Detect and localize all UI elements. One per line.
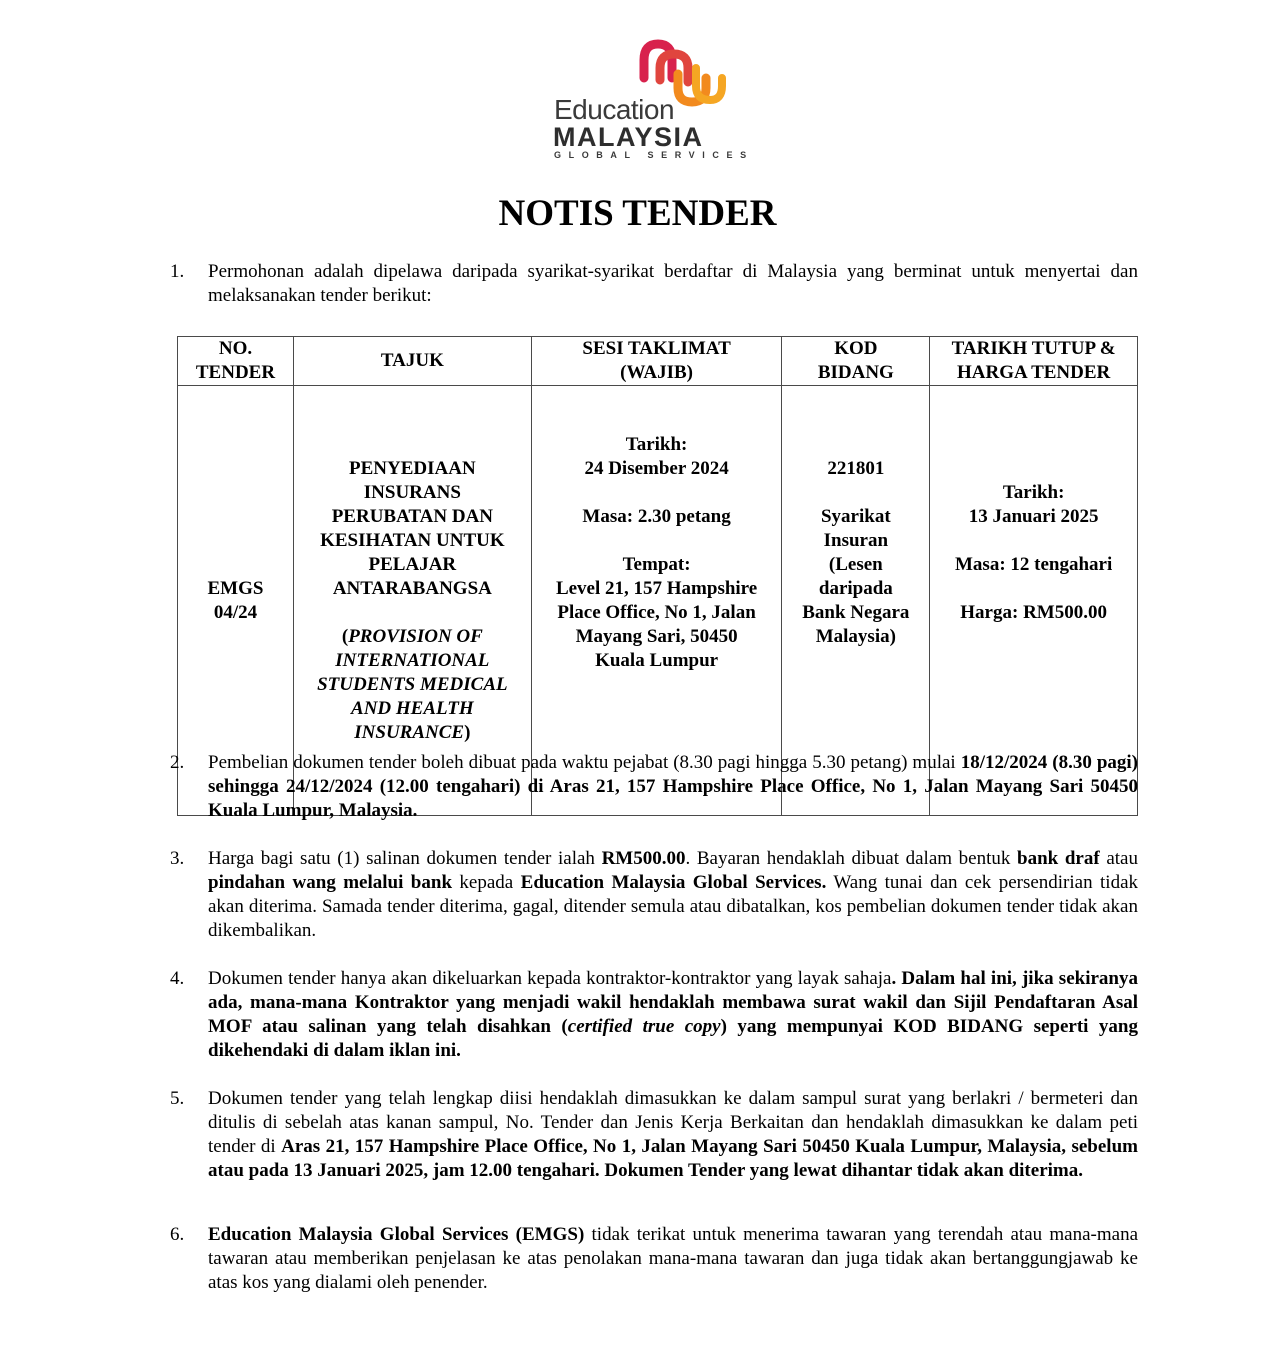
paragraph-number: 1. <box>170 261 185 282</box>
cell-no-tender: EMGS 04/24 <box>178 386 294 816</box>
paragraph-number: 6. <box>170 1224 185 1245</box>
paragraph-2: 2. Pembelian dokumen tender boleh dibuat pada waktu pejabat (8.30 pagi hingga 5.30 petang) mulai 18/12/2024 (8.30 pagi) sehingga 24/12/2024 (12.00 tengahari) di Aras 21, 157 Hampshire Place Office, No 1, Jalan Mayang Sari 50450 Kuala Lumpur, Malaysia. <box>170 752 1138 821</box>
paragraph-3: 3. Harga bagi satu (1) salinan dokumen tender ialah RM500.00. Bayaran hendaklah dibuat dalam bentuk bank draf atau pindahan wang melalui bank kepada Education Malaysia Global Services. Wang tunai dan cek persendirian tidak akan diterima. Samada tender diterima, gagal, ditender semula atau dibatalkan, kos pembelian dokumen tender tidak akan dikembalikan. <box>170 848 1138 941</box>
paragraph-4: 4. Dokumen tender hanya akan dikeluarkan kepada kontraktor-kontraktor yang layak sahaja. Dalam hal ini, jika sekiranya ada, mana-mana Kontraktor yang menjadi wakil hendaklah membawa surat wakil dan Sijil Pendaftaran Asal MOF atau salinan yang telah disahkan (certified true copy) yang mempunyai KOD BIDANG seperti yang dikehendaki di dalam iklan ini. <box>170 968 1138 1061</box>
paragraph-5: 5. Dokumen tender yang telah lengkap diisi hendaklah dimasukkan ke dalam sampul surat yang berlakri / bermeteri dan ditulis di sebelah atas kanan sampul, No. Tender dan Jenis Kerja Berkaitan dan hendaklah dimasukkan ke dalam peti tender di Aras 21, 157 Hampshire Place Office, No 1, Jalan Mayang Sari 50450 Kuala Lumpur, Malaysia, sebelum atau pada 13 Januari 2025, jam 12.00 tengahari. Dokumen Tender yang lewat dihantar tidak akan diterima. <box>170 1088 1138 1181</box>
header-sesi-taklimat: SESI TAKLIMAT (WAJIB) <box>531 337 782 386</box>
tender-table <box>177 336 1138 816</box>
paragraph-number: 2. <box>170 752 185 773</box>
cell-tajuk: PENYEDIAAN INSURANS PERUBATAN DAN KESIHATAN UNTUK PELAJAR ANTARABANGSA (PROVISION OF INTERNATIONAL STUDENTS MEDICAL AND HEALTH INSURANCE) <box>293 386 531 816</box>
header-tarikh-tutup: TARIKH TUTUP & HARGA TENDER <box>930 337 1138 386</box>
paragraph-number: 5. <box>170 1088 185 1109</box>
logo-text-global-services: GLOBAL SERVICES <box>554 150 754 160</box>
cell-kod-bidang: 221801 Syarikat Insuran (Lesen daripada Bank Negara Malaysia) <box>782 386 930 816</box>
paragraph-6: 6. Education Malaysia Global Services (EMGS) tidak terikat untuk menerima tawaran yang terendah atau mana-mana tawaran atau memberikan penjelasan ke atas penolakan mana-mana tawaran dan juga tidak akan bertanggungjawab ke atas kos yang dialami oleh penender. <box>170 1224 1138 1293</box>
paragraph-text: Permohonan adalah dipelawa daripada syarikat-syarikat berdaftar di Malaysia yang berminat untuk menyertai dan melaksanakan tender berikut: <box>208 261 1138 306</box>
cell-tarikh-tutup: Tarikh: 13 Januari 2025 Masa: 12 tengahari Harga: RM500.00 <box>930 386 1138 816</box>
table-header-row <box>178 337 1138 386</box>
cell-sesi-taklimat: Tarikh: 24 Disember 2024 Masa: 2.30 petang Tempat: Level 21, 157 Hampshire Place Office, No 1, Jalan Mayang Sari, 50450 Kuala Lumpur <box>531 386 782 816</box>
logo-text-education: Education <box>554 94 675 125</box>
page-title: NOTIS TENDER <box>498 193 777 234</box>
paragraph-1 <box>170 260 1138 308</box>
paragraph-number: 3. <box>170 848 185 869</box>
header-no-tender: NO. TENDER <box>178 337 294 386</box>
emgs-logo <box>552 38 754 162</box>
header-tajuk: TAJUK <box>293 337 531 386</box>
header-kod-bidang: KOD BIDANG <box>782 337 930 386</box>
logo-text-malaysia: MALAYSIA <box>553 122 704 152</box>
paragraph-number: 4. <box>170 968 185 989</box>
